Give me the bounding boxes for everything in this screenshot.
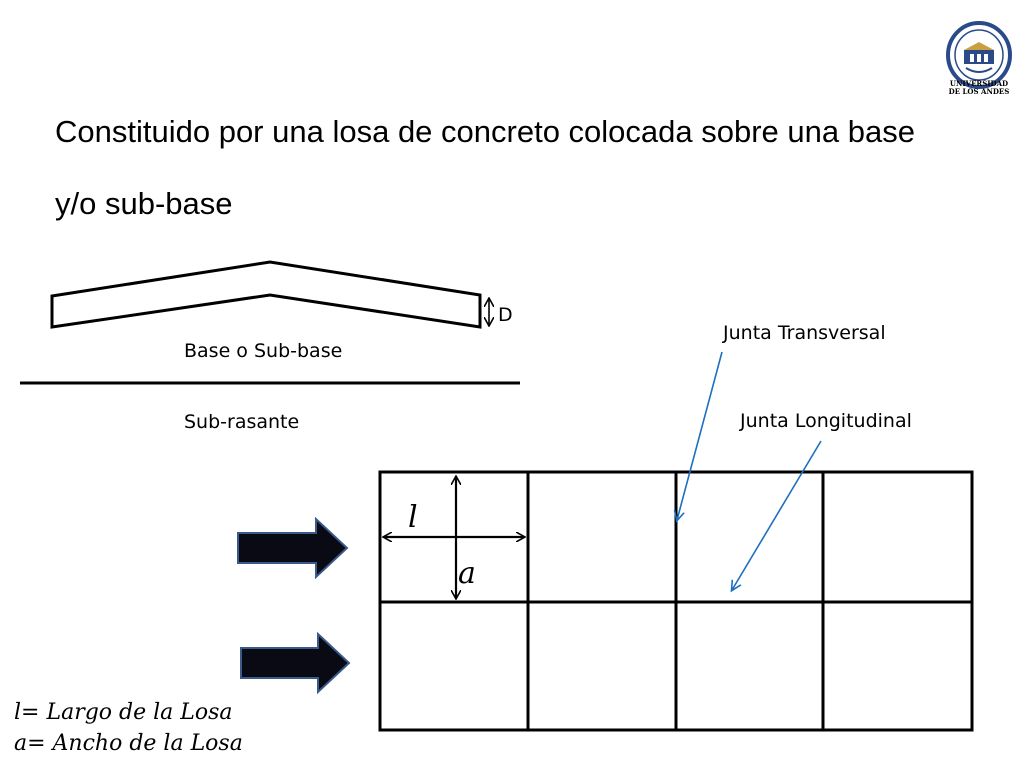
university-name-line: UNIVERSIDAD — [949, 79, 1009, 88]
transverse-joint-label: Junta Transversal — [723, 322, 886, 344]
width-symbol: a — [458, 556, 476, 591]
length-symbol: l — [408, 500, 418, 535]
length-definition: l= Largo de la Losa — [14, 700, 233, 725]
width-definition: a= Ancho de la Losa — [14, 731, 243, 756]
concrete-slab-section — [52, 262, 480, 327]
base-label: Base o Sub-base — [184, 340, 343, 362]
traffic-direction-arrow — [238, 519, 347, 577]
thickness-label: D — [498, 304, 513, 326]
longitudinal-joint-label: Junta Longitudinal — [740, 410, 912, 432]
subgrade-label: Sub-rasante — [184, 411, 300, 433]
traffic-direction-arrow — [241, 634, 349, 692]
university-name — [944, 80, 1014, 96]
university-name-line: DE LOS ANDES — [948, 87, 1010, 96]
slide-title: Constituido por una losa de concreto colocada sobre una base y/o sub-base — [55, 114, 915, 221]
